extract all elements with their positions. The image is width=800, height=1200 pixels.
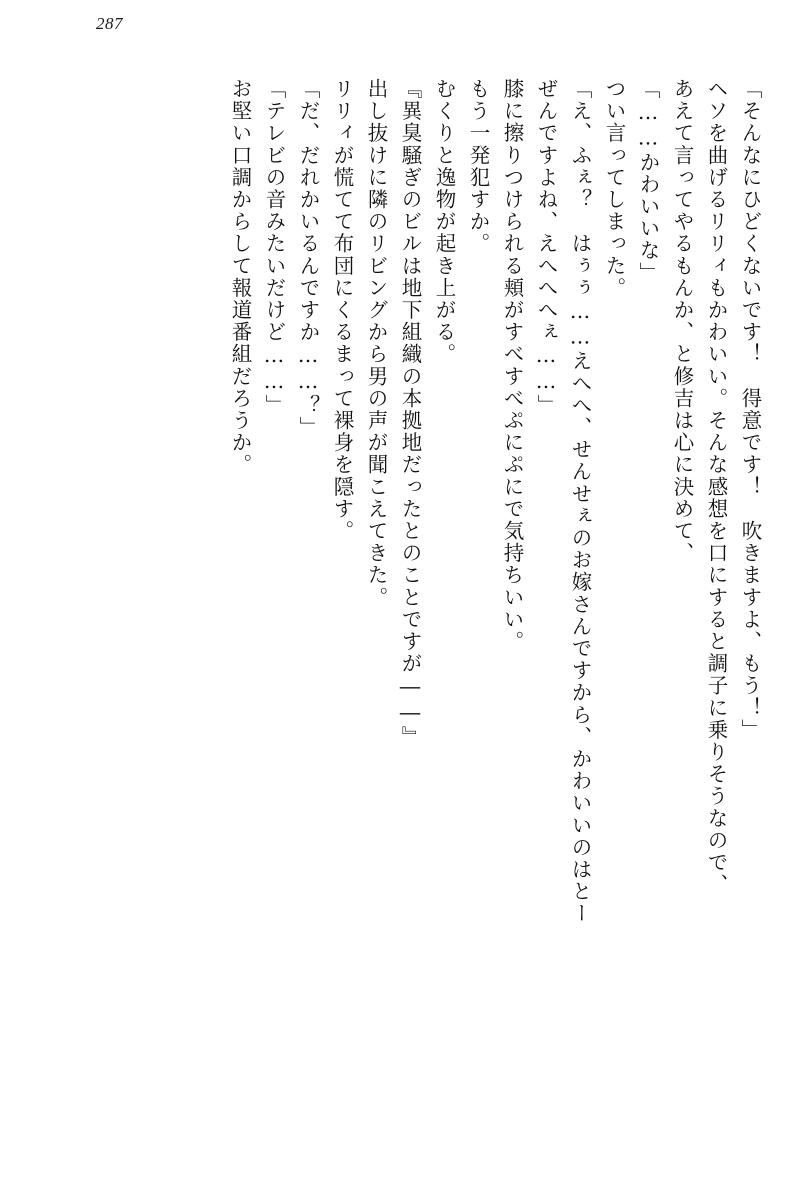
text-line: ヘソを曲げるリリィもかわいい。そんな感想を口にすると調子に乗りそうなので、 — [704, 78, 728, 896]
text-line: 出し抜けに隣のリビングから男の声が聞こえてきた。 — [364, 78, 388, 609]
text-line: 「え、ふぇ？ はぅぅ……えへへ、せんせぇのお嫁さんですから、かわいいのはとー — [568, 78, 592, 925]
vertical-body-text — [60, 78, 760, 1138]
text-line: 膝に擦りつけられる頬がすべすべぷにぷにで気持ちいい。 — [500, 78, 524, 653]
text-line: つい言ってしまった。 — [602, 78, 626, 299]
text-line: あえて言ってやるもんか、と修吉は心に決めて、 — [670, 78, 694, 565]
text-line: 「テレビの音みたいだけど……」 — [262, 78, 286, 417]
page-number: 287 — [96, 14, 123, 33]
text-line: 『異臭騒ぎのビルは地下組織の本拠地だったとのことですが――』 — [398, 78, 422, 748]
text-line: お堅い口調からして報道番組だろうか。 — [228, 78, 252, 476]
text-line: 「……かわいいな」 — [636, 78, 660, 284]
text-line: リリィが慌てて布団にくるまって裸身を隠す。 — [330, 78, 354, 543]
text-line: むくりと逸物が起き上がる。 — [432, 78, 456, 366]
text-line: 「そんなにひどくないです！ 得意です！ 吹きますよ、もう！」 — [738, 78, 762, 741]
text-line: ぜんですよね、えへへへぇ……」 — [534, 78, 558, 417]
text-line: もう一発犯すか。 — [466, 78, 490, 255]
text-line: 「だ、だれかいるんですか……？」 — [296, 78, 320, 439]
